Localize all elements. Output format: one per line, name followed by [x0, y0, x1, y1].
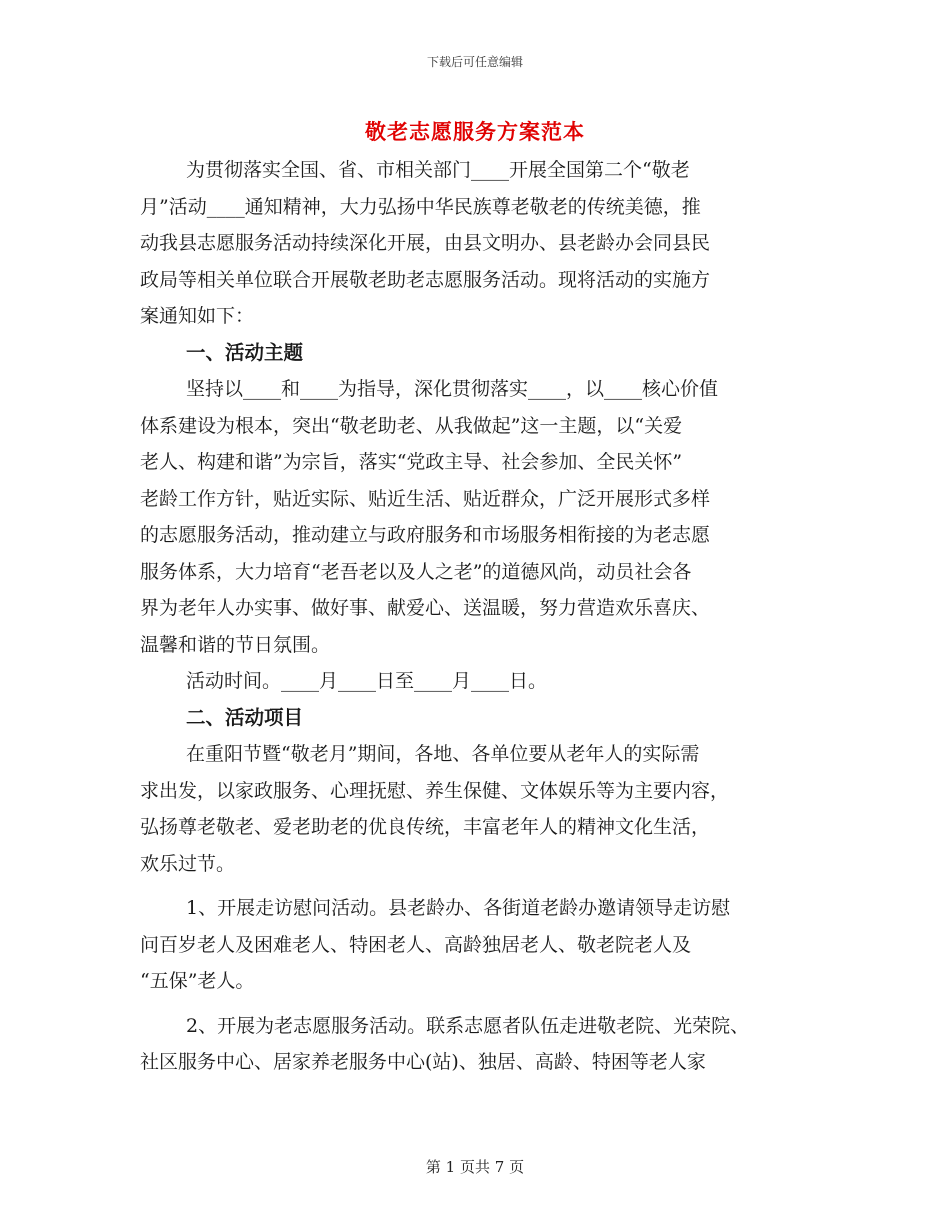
activity-time-line: 活动时间。____月____日至____月____日。	[186, 670, 548, 692]
document-title: 敬老志愿服务方案范本	[365, 119, 585, 144]
intro-paragraph	[140, 152, 810, 335]
item-1-paragraph	[140, 890, 810, 1000]
document-body	[140, 113, 810, 1081]
item-1-line: 1、开展走访慰问活动。县老龄办、各街道老龄办邀请领导走访慰	[186, 897, 731, 919]
intro-line: 政局等相关单位联合开展敬老助老志愿服务活动。现将活动的实施方	[140, 268, 711, 291]
theme-line: 的志愿服务活动，推动建立与政府服务和市场服务相衔接的为老志愿	[140, 524, 711, 546]
projects-line: 欢乐过节。	[140, 852, 236, 875]
theme-line: 温馨和谐的节日氛围。	[140, 633, 331, 656]
item-2-paragraph	[140, 1008, 810, 1081]
activity-time-paragraph	[140, 663, 810, 700]
page-footer: 第 1 页共 7 页	[425, 1158, 525, 1176]
item-1-line: “五保”老人。	[140, 970, 255, 992]
theme-line: 老人、构建和谐”为宗旨，落实“党政主导、社会参加、全民关怀”	[140, 451, 683, 473]
theme-line: 服务体系，大力培育“老吾老以及人之老”的道德风尚，动员社会各	[140, 560, 692, 583]
section-heading-theme: 一、活动主题	[186, 340, 304, 364]
theme-paragraph	[140, 371, 810, 663]
section-heading-projects: 二、活动项目	[186, 705, 304, 729]
projects-line: 求出发，以家政服务、心理抚慰、养生保健、文体娱乐等为主要内容，	[140, 779, 730, 802]
item-1-line: 问百岁老人及困难老人、特困老人、高龄独居老人、敬老院老人及	[140, 933, 692, 956]
item-2-line: 2、开展为老志愿服务活动。联系志愿者队伍走进敬老院、光荣院、	[186, 1014, 750, 1037]
item-2-line: 社区服务中心、居家养老服务中心(站)、独居、高龄、特困等老人家	[140, 1051, 706, 1073]
projects-paragraph	[140, 736, 810, 882]
theme-line: 坚持以____和____为指导，深化贯彻落实____，以____核心价值	[186, 378, 719, 400]
projects-line: 在重阳节暨“敬老月”期间，各地、各单位要从老年人的实际需	[186, 743, 700, 765]
theme-line: 体系建设为根本，突出“敬老助老、从我做起”这一主题，以“关爱	[140, 414, 683, 437]
intro-line: 月”活动____通知精神，大力弘扬中华民族尊老敬老的传统美德，推	[140, 195, 701, 218]
theme-line: 界为老年人办实事、做好事、献爱心、送温暖，努力营造欢乐喜庆、	[140, 597, 711, 619]
page-header: 下载后可任意编辑	[426, 55, 523, 69]
intro-line: 为贯彻落实全国、省、市相关部门____开展全国第二个“敬老	[186, 159, 690, 181]
projects-line: 弘扬尊老敬老、爱老助老的优良传统，丰富老年人的精神文化生活，	[140, 816, 711, 838]
intro-line: 案通知如下：	[140, 305, 255, 327]
theme-line: 老龄工作方针，贴近实际、贴近生活、贴近群众，广泛开展形式多样	[140, 487, 711, 510]
intro-line: 动我县志愿服务活动持续深化开展，由县文明办、县老龄办会同县民	[140, 232, 711, 254]
